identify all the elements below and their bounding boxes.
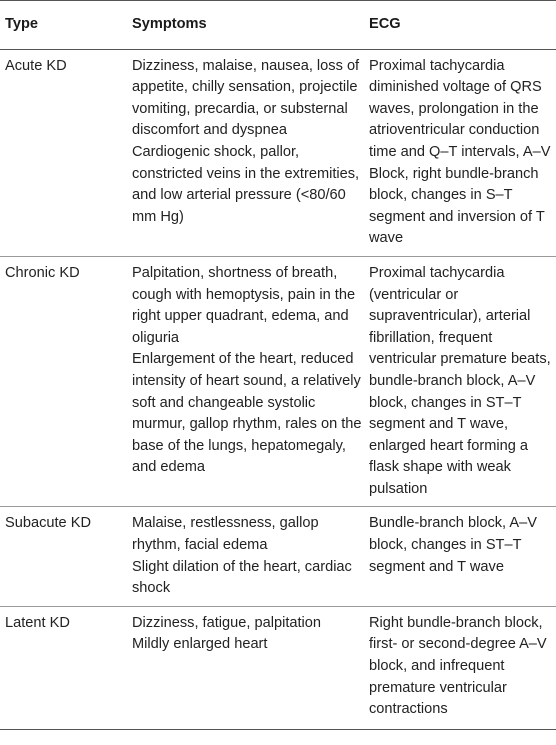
symptoms-cell — [127, 49, 364, 256]
header-symptoms: Symptoms — [127, 1, 364, 50]
type-cell: Acute KD — [0, 49, 127, 256]
symptoms-cell — [127, 606, 364, 729]
header-type: Type — [0, 1, 127, 50]
symptoms-line: Mildly enlarged heart — [132, 636, 268, 653]
symptoms-cell — [127, 256, 364, 507]
table-row — [0, 606, 556, 729]
symptoms-line: Palpitation, shortness of breath, cough with hemoptysis, pain in the right upper quadrant, edema, and oliguria — [132, 264, 356, 346]
symptoms-line: Slight dilation of the heart, cardiac shock — [132, 558, 352, 597]
symptoms-line: Dizziness, fatigue, palpitation — [132, 614, 322, 631]
header-row — [0, 1, 556, 50]
type-cell: Subacute KD — [0, 507, 127, 606]
symptoms-line: Cardiogenic shock, pallor, constricted veins in the extremities, and low arterial pressure (<80/60 mm Hg) — [132, 143, 360, 225]
ecg-cell: Bundle-branch block, A–V block, changes in ST–T segment and T wave — [364, 507, 556, 606]
ecg-cell: Proximal tachycardia (ventricular or supraventricular), arterial fibrillation, frequent ventricular premature beats, bundle-branch block, A–V block, changes in ST–T segment and T wave, enlarged heart forming a flask shape with weak pulsation — [364, 256, 556, 507]
symptoms-line: Malaise, restlessness, gallop rhythm, facial edema — [132, 515, 319, 554]
ecg-cell: Right bundle-branch block, first- or second-degree A–V block, and infrequent premature ventricular contractions — [364, 606, 556, 729]
type-cell: Chronic KD — [0, 256, 127, 507]
ecg-cell: Proximal tachycardia diminished voltage of QRS waves, prolongation in the atrioventricular conduction time and Q–T intervals, A–V Block, right bundle-branch block, changes in S–T segment and inversion of T wave — [364, 49, 556, 256]
symptoms-line: Enlargement of the heart, reduced intensity of heart sound, a relatively soft and changeable systolic murmur, gallop rhythm, rales on the base of the lungs, hepatomegaly, and edema — [132, 351, 362, 476]
table-row — [0, 507, 556, 606]
symptoms-cell — [127, 507, 364, 606]
symptoms-line: Dizziness, malaise, nausea, loss of appetite, chilly sensation, projectile vomiting, precardia, or substernal discomfort and dyspnea — [132, 57, 360, 139]
type-cell: Latent KD — [0, 606, 127, 729]
table-row — [0, 256, 556, 507]
header-ecg: ECG — [364, 1, 556, 50]
table-row — [0, 49, 556, 256]
